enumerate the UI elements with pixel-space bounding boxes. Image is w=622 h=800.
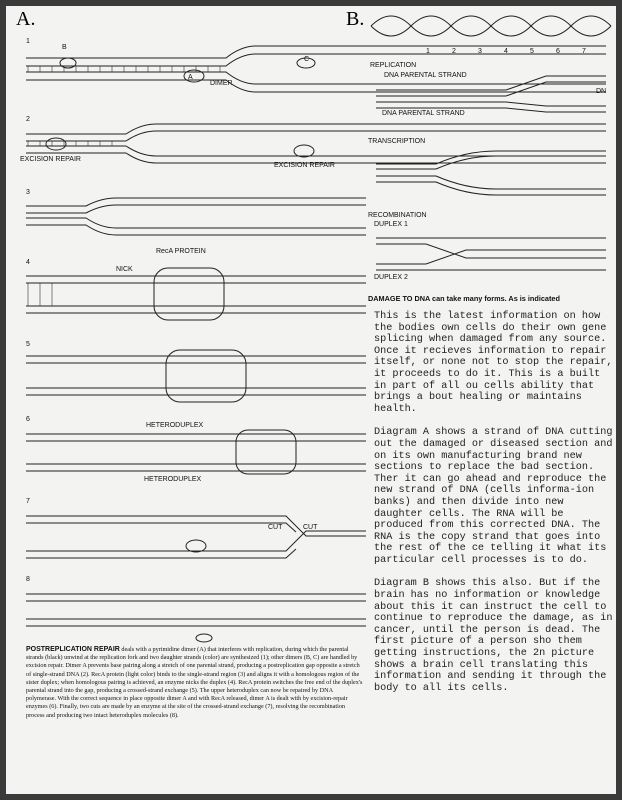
parental-strand-label: DNA PARENTAL STRAND (382, 110, 465, 117)
typed-notes (374, 311, 614, 706)
helix-number: 3 (478, 48, 482, 55)
strand-step-8 (26, 594, 366, 642)
strand-step-2 (26, 124, 606, 163)
replication-label: REPLICATION (370, 62, 417, 69)
recombination-duplexes (376, 238, 606, 270)
excision-repair-label: EXCISION REPAIR (20, 156, 81, 163)
dimer-label: DIMER (210, 80, 233, 87)
nick-label: NICK (116, 266, 133, 273)
step-number: 2 (26, 116, 30, 123)
panel-b-caption: DAMAGE TO DNA can take many forms. As is indicated (368, 294, 560, 303)
helix-number: 5 (530, 48, 534, 55)
label-c-marker: C (304, 56, 310, 63)
helix-number: 4 (504, 48, 508, 55)
dna-double-helix (371, 16, 611, 36)
label-b-marker: B (62, 44, 67, 51)
duplex-2-label: DUPLEX 2 (374, 274, 408, 281)
typed-paragraph: Diagram A shows a strand of DNA cutting out the damaged or diseased section and on its own manufacturing brand new sections to replace the bad section. Ther it can go ahead and reproduce the new strand of DNA (cells informa-ion banks) and then divide into new daughter cells. The RNA will be produced from this corrected DNA. The RNA is the copy strand that goes into the rest of the ce telling it what its particular cell processes is to do. (374, 427, 613, 566)
step-number: 6 (26, 416, 30, 423)
recombination-label: RECOMBINATION (368, 212, 427, 219)
caption-body: deals with a pyrimidine dimer (A) that interferes with replication, during which the parental strands (black) unwind at the replication fork and two daughter strands (color) are synthesized (1); other dimers (B, C) are handled by excision repair. Dimer A prevents base pairing along a stretch of one parental strand, producing a postreplication gap opposite a stretch of single-strand DNA (2). RecA protein (light color) binds to the single-strand region (3) and aligns it with a homologous region of the sister duplex; when homologous pairing is achieved, an enzyme nicks the duplex (4). RecA protein switches the free end of the duplex's parental strand into the gap, producing a crossed-strand exchange (5). The upper heteroduplex can now be repaired by DNA polymerase. With the correct sequence in place opposite dimer A and with RecA released, dimer A is dealt with by excision-repair enzymes (6). Finally, two cuts are made by an enzyme at the site of the crossed-strand exchange (7), resolving the recombination process and producing two intact heteroduplex molecules (8). (26, 646, 363, 719)
excision-repair-label: EXCISION REPAIR (274, 162, 335, 169)
transcription-label: TRANSCRIPTION (368, 138, 426, 145)
heteroduplex-label: HETERODUPLEX (144, 476, 202, 483)
helix-number: 6 (556, 48, 560, 55)
parental-strand-label: DNA PARENTAL STRAND (384, 72, 467, 79)
typed-paragraph: This is the latest information on how the bodies own cells do their own gene splicing when damaged from any source. Once it recieves information to repair itself, or none not to stop the repair, it proceeds to do it. This is a built in part of all ou cells ability that brings a bout healing or maintains health. (374, 311, 613, 415)
step-number: 8 (26, 576, 30, 583)
step-number: 4 (26, 259, 30, 266)
cut-label: CUT (268, 524, 283, 531)
strand-step-7 (26, 516, 366, 558)
step-number: 1 (26, 38, 30, 45)
helix-number: 1 (426, 48, 430, 55)
strand-step-6 (26, 430, 366, 474)
step-number: 7 (26, 498, 30, 505)
heteroduplex-label: HETERODUPLEX (146, 422, 204, 429)
duplex-1-label: DUPLEX 1 (374, 221, 408, 228)
transcription-bubble (376, 151, 606, 195)
typed-paragraph: Diagram B shows this also. But if the brain has no information or knowledge about this it can instruct the cell to continue to reproduce the damage, as in cancer, until the person is dead. The first picture of a person sho them getting instructions, the 2n picture shows a brain cell translating this information and sending it through the body to all its cells. (374, 578, 613, 694)
strand-step-5 (26, 350, 366, 402)
helix-number: 7 (582, 48, 586, 55)
caption-heading: POSTREPLICATION REPAIR (26, 646, 120, 653)
step-number: 5 (26, 341, 30, 348)
step-number: 3 (26, 189, 30, 196)
strand-step-3 (26, 198, 366, 235)
panel-a-label: A. (16, 8, 36, 30)
dna-label: DN (596, 88, 607, 95)
strand-step-4 (26, 268, 366, 320)
figure-caption (26, 646, 364, 720)
reca-protein-label: RecA PROTEIN (156, 248, 206, 255)
cut-label: CUT (303, 524, 318, 531)
replication-fork (376, 76, 606, 112)
document-page (6, 6, 616, 794)
label-a-marker: A (188, 74, 193, 81)
panel-b-label: B. (346, 8, 365, 30)
helix-number: 2 (452, 48, 456, 55)
